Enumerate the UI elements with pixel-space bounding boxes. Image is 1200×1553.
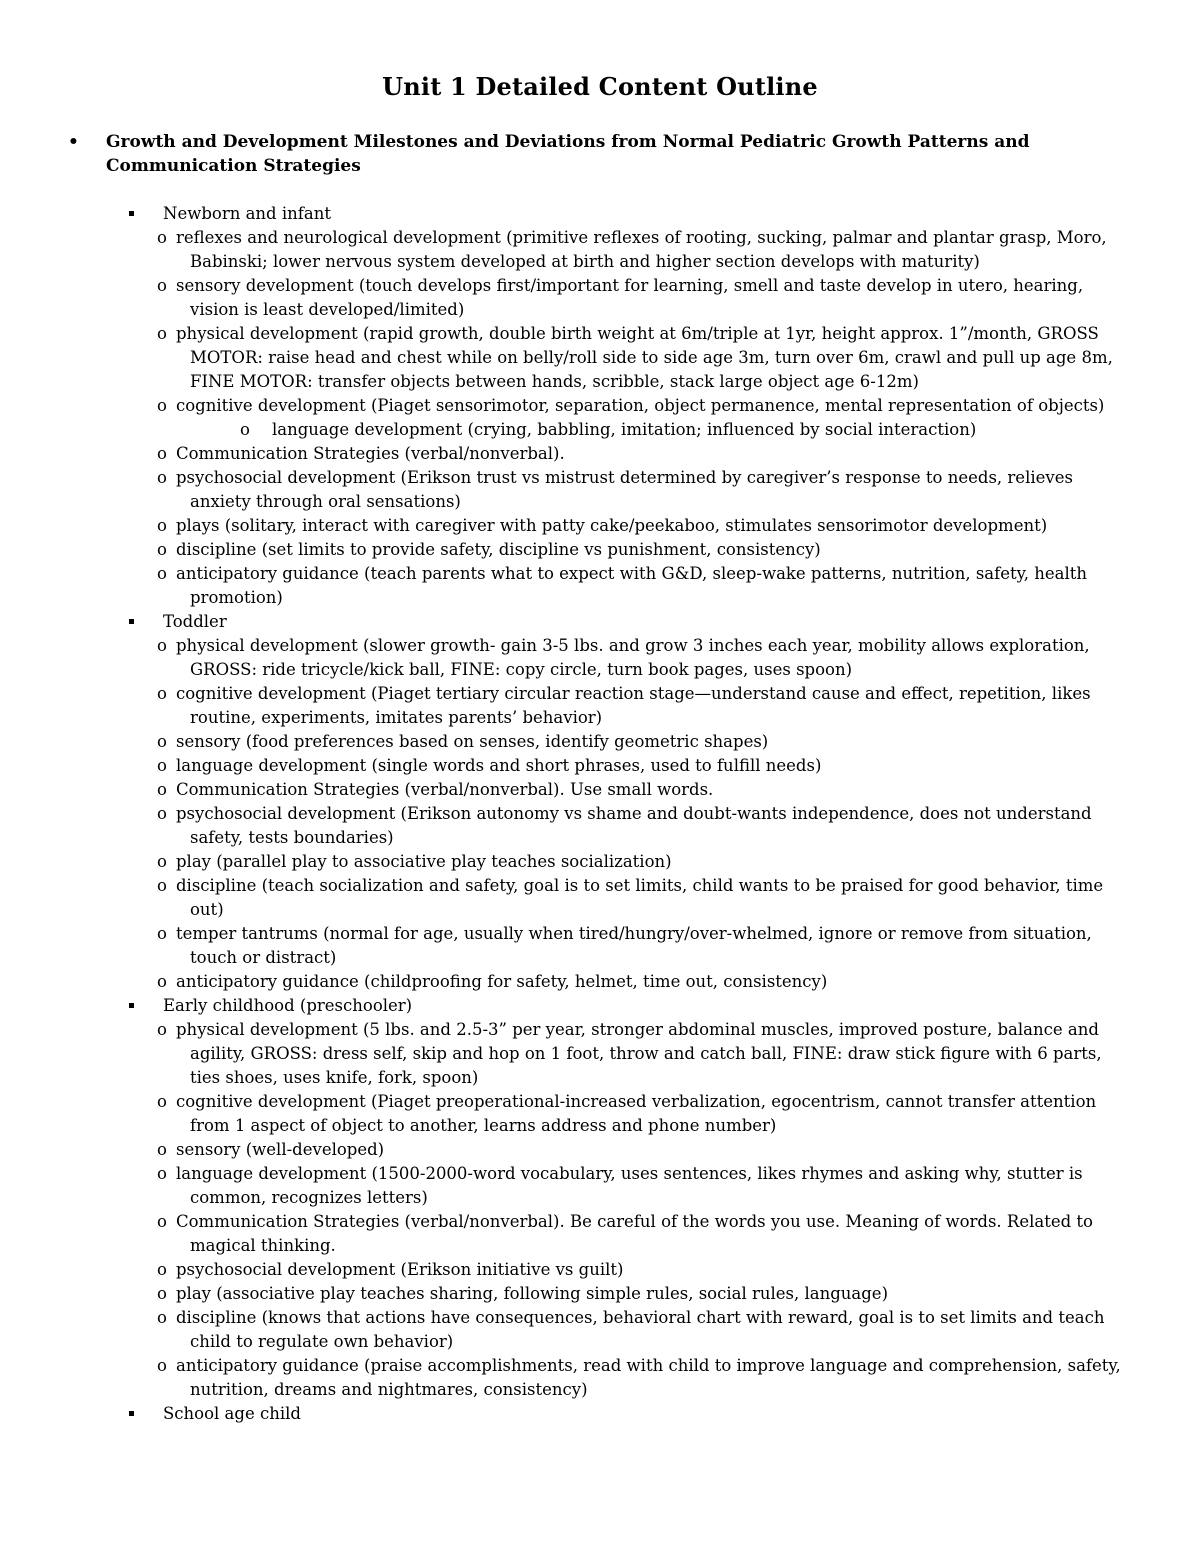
list-item-text: temper tantrums (normal for age, usually when tired/hungry/over-whelmed, ignore or remove from situation, touch or distract) bbox=[176, 924, 1092, 967]
list-item bbox=[0, 394, 1200, 418]
circle-bullet-icon: o bbox=[157, 924, 167, 943]
list-item bbox=[0, 1210, 1200, 1258]
circle-bullet-icon: o bbox=[157, 516, 167, 535]
topic-text: Growth and Development Milestones and Deviations from Normal Pediatric Growth Patterns and Communication Strategies bbox=[106, 132, 1030, 176]
section-label: Newborn and infant bbox=[163, 204, 331, 223]
list-item-text: anticipatory guidance (teach parents what to expect with G&D, sleep-wake patterns, nutrition, safety, health promotion) bbox=[176, 564, 1088, 607]
square-bullet-icon bbox=[129, 1411, 134, 1416]
circle-bullet-icon: o bbox=[157, 324, 167, 343]
list-item-text: Communication Strategies (verbal/nonverbal). Be careful of the words you use. Meaning of words. Related to magical thinking. bbox=[176, 1212, 1093, 1255]
circle-bullet-icon: o bbox=[157, 1284, 167, 1303]
page-title: Unit 1 Detailed Content Outline bbox=[382, 72, 818, 101]
circle-bullet-icon: o bbox=[157, 1260, 167, 1279]
circle-bullet-icon: o bbox=[157, 540, 167, 559]
bullet-dot-icon: • bbox=[68, 132, 79, 152]
topic-heading bbox=[68, 130, 1116, 178]
list-item bbox=[0, 682, 1200, 730]
list-item bbox=[0, 226, 1200, 274]
circle-bullet-icon: o bbox=[157, 852, 167, 871]
circle-bullet-icon: o bbox=[157, 1212, 167, 1231]
list-item bbox=[0, 514, 1200, 538]
square-bullet-icon bbox=[129, 619, 134, 624]
list-item-text: discipline (teach socialization and safety, goal is to set limits, child wants to be praised for good behavior, time out) bbox=[176, 876, 1104, 919]
list-item-text: language development (crying, babbling, imitation; influenced by social interaction) bbox=[272, 420, 977, 439]
list-item bbox=[0, 1354, 1200, 1402]
list-item-text: discipline (knows that actions have consequences, behavioral chart with reward, goal is to set limits and teach child to regulate own behavior) bbox=[176, 1308, 1105, 1351]
list-item-text: language development (1500-2000-word vocabulary, uses sentences, likes rhymes and asking why, stutter is common, recognizes letters) bbox=[176, 1164, 1083, 1207]
circle-bullet-icon: o bbox=[157, 228, 167, 247]
list-item-text: plays (solitary, interact with caregiver with patty cake/peekaboo, stimulates sensorimotor development) bbox=[176, 516, 1048, 535]
list-item bbox=[0, 1138, 1200, 1162]
list-item bbox=[0, 1162, 1200, 1210]
list-item-text: play (parallel play to associative play teaches socialization) bbox=[176, 852, 672, 871]
list-item bbox=[0, 322, 1200, 394]
list-item-text: discipline (set limits to provide safety, discipline vs punishment, consistency) bbox=[176, 540, 821, 559]
circle-bullet-icon: o bbox=[240, 420, 250, 439]
circle-bullet-icon: o bbox=[157, 276, 167, 295]
list-item bbox=[0, 274, 1200, 322]
list-item bbox=[0, 1090, 1200, 1138]
circle-bullet-icon: o bbox=[157, 804, 167, 823]
list-item bbox=[0, 850, 1200, 874]
list-item bbox=[0, 634, 1200, 682]
list-item-text: Communication Strategies (verbal/nonverbal). bbox=[176, 444, 565, 463]
circle-bullet-icon: o bbox=[157, 876, 167, 895]
list-item bbox=[0, 970, 1200, 994]
circle-bullet-icon: o bbox=[157, 756, 167, 775]
list-item bbox=[0, 1282, 1200, 1306]
list-item-text: physical development (rapid growth, double birth weight at 6m/triple at 1yr, height approx. 1”/month, GROSS MOTOR: raise head and chest while on belly/roll side to side age 3m, turn over 6m, crawl and pull up age 8m, FINE MOTOR: transfer objects between hands, scribble, stack large object age 6-12m) bbox=[176, 324, 1113, 391]
sub-list-item bbox=[0, 418, 1200, 442]
circle-bullet-icon: o bbox=[157, 1092, 167, 1111]
circle-bullet-icon: o bbox=[157, 1308, 167, 1327]
list-item bbox=[0, 874, 1200, 922]
list-item-text: reflexes and neurological development (primitive reflexes of rooting, sucking, palmar and plantar grasp, Moro, Babinski; lower nervous system developed at birth and higher section develops with maturity) bbox=[176, 228, 1107, 271]
list-item bbox=[0, 1018, 1200, 1090]
list-item bbox=[0, 778, 1200, 802]
list-item bbox=[0, 802, 1200, 850]
list-item-text: psychosocial development (Erikson initiative vs guilt) bbox=[176, 1260, 624, 1279]
list-item-text: sensory (well-developed) bbox=[176, 1140, 385, 1159]
circle-bullet-icon: o bbox=[157, 1020, 167, 1039]
list-item bbox=[0, 562, 1200, 610]
circle-bullet-icon: o bbox=[157, 732, 167, 751]
square-bullet-icon bbox=[129, 211, 134, 216]
circle-bullet-icon: o bbox=[157, 636, 167, 655]
list-item-text: physical development (5 lbs. and 2.5-3” per year, stronger abdominal muscles, improved posture, balance and agility, GROSS: dress self, skip and hop on 1 foot, throw and catch ball, FINE: draw stick figure with 6 parts, ties shoes, uses knife, fork, spoon) bbox=[176, 1020, 1102, 1087]
circle-bullet-icon: o bbox=[157, 780, 167, 799]
list-item-text: cognitive development (Piaget tertiary circular reaction stage—understand cause and effect, repetition, likes routine, experiments, imitates parents’ behavior) bbox=[176, 684, 1091, 727]
list-item bbox=[0, 922, 1200, 970]
circle-bullet-icon: o bbox=[157, 684, 167, 703]
list-item bbox=[0, 1258, 1200, 1282]
circle-bullet-icon: o bbox=[157, 1164, 167, 1183]
list-item-text: anticipatory guidance (childproofing for safety, helmet, time out, consistency) bbox=[176, 972, 828, 991]
list-item bbox=[0, 1306, 1200, 1354]
list-item bbox=[0, 466, 1200, 514]
list-item-text: Communication Strategies (verbal/nonverbal). Use small words. bbox=[176, 780, 714, 799]
circle-bullet-icon: o bbox=[157, 564, 167, 583]
section-label: Early childhood (preschooler) bbox=[163, 996, 413, 1015]
section-label: School age child bbox=[163, 1404, 301, 1423]
section-heading bbox=[0, 994, 1200, 1018]
list-item bbox=[0, 538, 1200, 562]
list-item-text: cognitive development (Piaget preoperational-increased verbalization, egocentrism, cannot transfer attention from 1 aspect of object to another, learns address and phone number) bbox=[176, 1092, 1097, 1135]
section-heading bbox=[0, 1402, 1200, 1426]
list-item-text: anticipatory guidance (praise accomplishments, read with child to improve language and comprehension, safety, nutrition, dreams and nightmares, consistency) bbox=[176, 1356, 1121, 1399]
circle-bullet-icon: o bbox=[157, 1356, 167, 1375]
circle-bullet-icon: o bbox=[157, 396, 167, 415]
section-heading bbox=[0, 202, 1200, 226]
circle-bullet-icon: o bbox=[157, 972, 167, 991]
list-item-text: psychosocial development (Erikson trust vs mistrust determined by caregiver’s response to needs, relieves anxiety through oral sensations) bbox=[176, 468, 1073, 511]
list-item-text: language development (single words and short phrases, used to fulfill needs) bbox=[176, 756, 822, 775]
section-label: Toddler bbox=[163, 612, 227, 631]
list-item bbox=[0, 442, 1200, 466]
list-item-text: play (associative play teaches sharing, following simple rules, social rules, language) bbox=[176, 1284, 889, 1303]
list-item-text: cognitive development (Piaget sensorimotor, separation, object permanence, mental representation of objects) bbox=[176, 396, 1105, 415]
circle-bullet-icon: o bbox=[157, 1140, 167, 1159]
section-heading bbox=[0, 610, 1200, 634]
circle-bullet-icon: o bbox=[157, 444, 167, 463]
list-item-text: sensory development (touch develops first/important for learning, smell and taste develop in utero, hearing, vision is least developed/limited) bbox=[176, 276, 1084, 319]
square-bullet-icon bbox=[129, 1003, 134, 1008]
list-item-text: physical development (slower growth- gain 3-5 lbs. and grow 3 inches each year, mobility allows exploration, GROSS: ride tricycle/kick ball, FINE: copy circle, turn book pages, uses spoon) bbox=[176, 636, 1090, 679]
list-item-text: sensory (food preferences based on senses, identify geometric shapes) bbox=[176, 732, 769, 751]
circle-bullet-icon: o bbox=[157, 468, 167, 487]
list-item bbox=[0, 730, 1200, 754]
outline bbox=[0, 202, 1200, 1426]
list-item bbox=[0, 754, 1200, 778]
list-item-text: psychosocial development (Erikson autonomy vs shame and doubt-wants independence, does not understand safety, tests boundaries) bbox=[176, 804, 1092, 847]
